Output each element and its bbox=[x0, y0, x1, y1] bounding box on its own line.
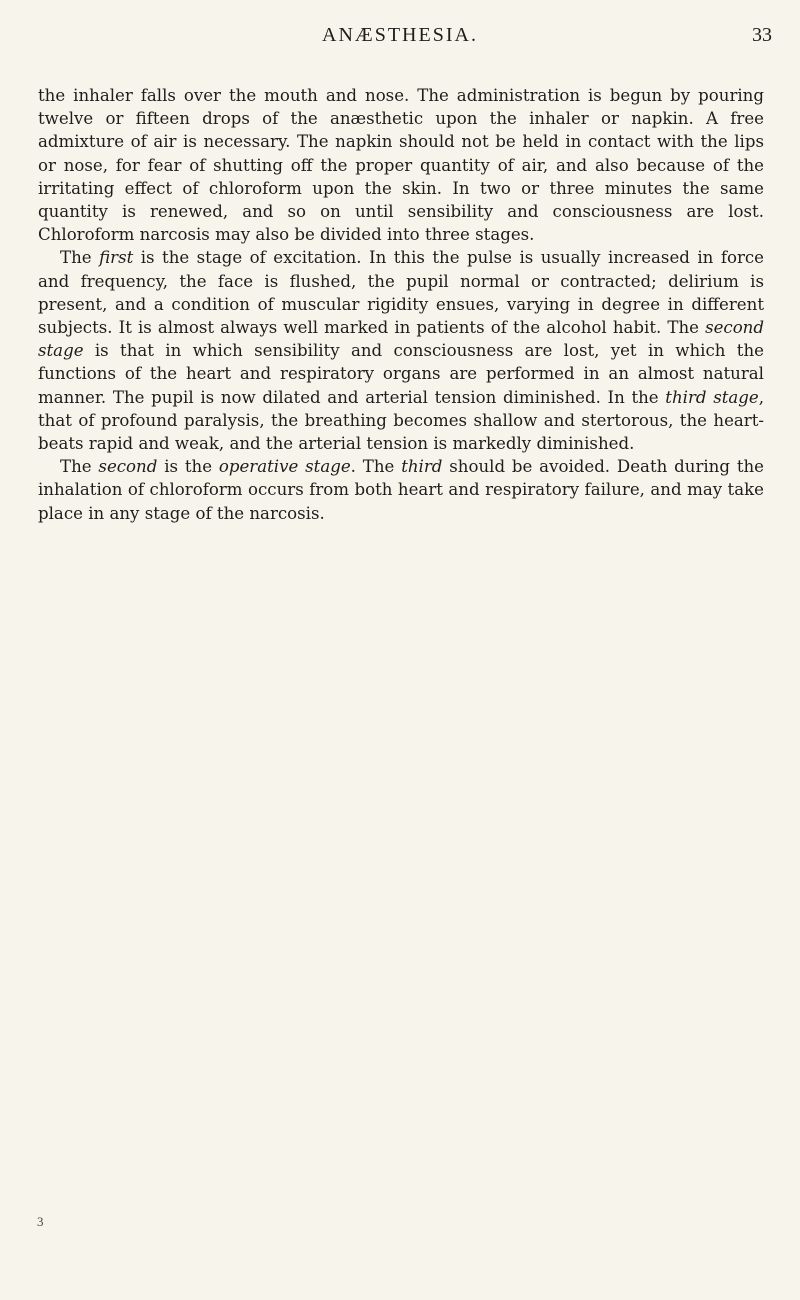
emphasis-first: first bbox=[99, 248, 134, 268]
paragraph-1 bbox=[38, 84, 764, 246]
page-number: 33 bbox=[752, 24, 772, 46]
signature-mark: 3 bbox=[37, 1214, 44, 1229]
paragraph-text: the inhaler falls over the mouth and nose. The administration is begun by pouring twelve or fifteen drops of the anæsthetic upon the inhaler or napkin. A free admixture of air is necessary. The napkin should not be held in contact with the lips or nose, for fear of shutting off the proper quantity of air, and also because of the irritating effect of chloroform upon the skin. In two or three minutes the same quantity is renewed, and so on until sensibility and consciousness are lost. Chloroform narcosis may also be divided into three stages. bbox=[38, 86, 764, 245]
paragraph-text: , that of profound paralysis, the breathing becomes shallow and stertorous, the heart-beats rapid and weak, and the arterial tension is markedly diminished. bbox=[38, 387, 764, 454]
paragraph-3 bbox=[38, 455, 764, 525]
paragraph-2 bbox=[38, 246, 764, 455]
running-head bbox=[0, 20, 800, 56]
paragraph-text: is the bbox=[157, 457, 219, 477]
emphasis-third-stage: third stage bbox=[665, 387, 759, 407]
emphasis-second-stage: second stage bbox=[38, 318, 764, 361]
emphasis-operative-stage: operative stage bbox=[218, 457, 351, 477]
paragraph-text: The bbox=[60, 248, 100, 268]
paragraph-text: The bbox=[60, 457, 99, 477]
paragraph-text: should be avoided. Death during the inhalation of chloroform occurs from both heart and respiratory failure, and may take place in any stage of the narcosis. bbox=[38, 457, 765, 523]
running-title: ANÆSTHESIA. bbox=[322, 24, 478, 46]
paragraph-text: . The bbox=[350, 457, 402, 477]
emphasis-second: second bbox=[98, 457, 158, 477]
paragraph-text: is that in which sensibility and consciousness are lost, yet in which the functions of the heart and respiratory organs are performed in an almost natural manner. The pupil is now dilated and arterial tension diminished. In the bbox=[38, 341, 764, 407]
paragraph-text: is the stage of excitation. In this the pulse is usually increased in force and frequency, the face is flushed, the pupil normal or contracted; delirium is present, and a condition of muscular rigidity ensues, varying in degree in different subjects. It is almost always well marked in patients of the alcohol habit. The bbox=[38, 248, 765, 338]
emphasis-third: third bbox=[401, 457, 443, 477]
body-text bbox=[38, 84, 764, 525]
